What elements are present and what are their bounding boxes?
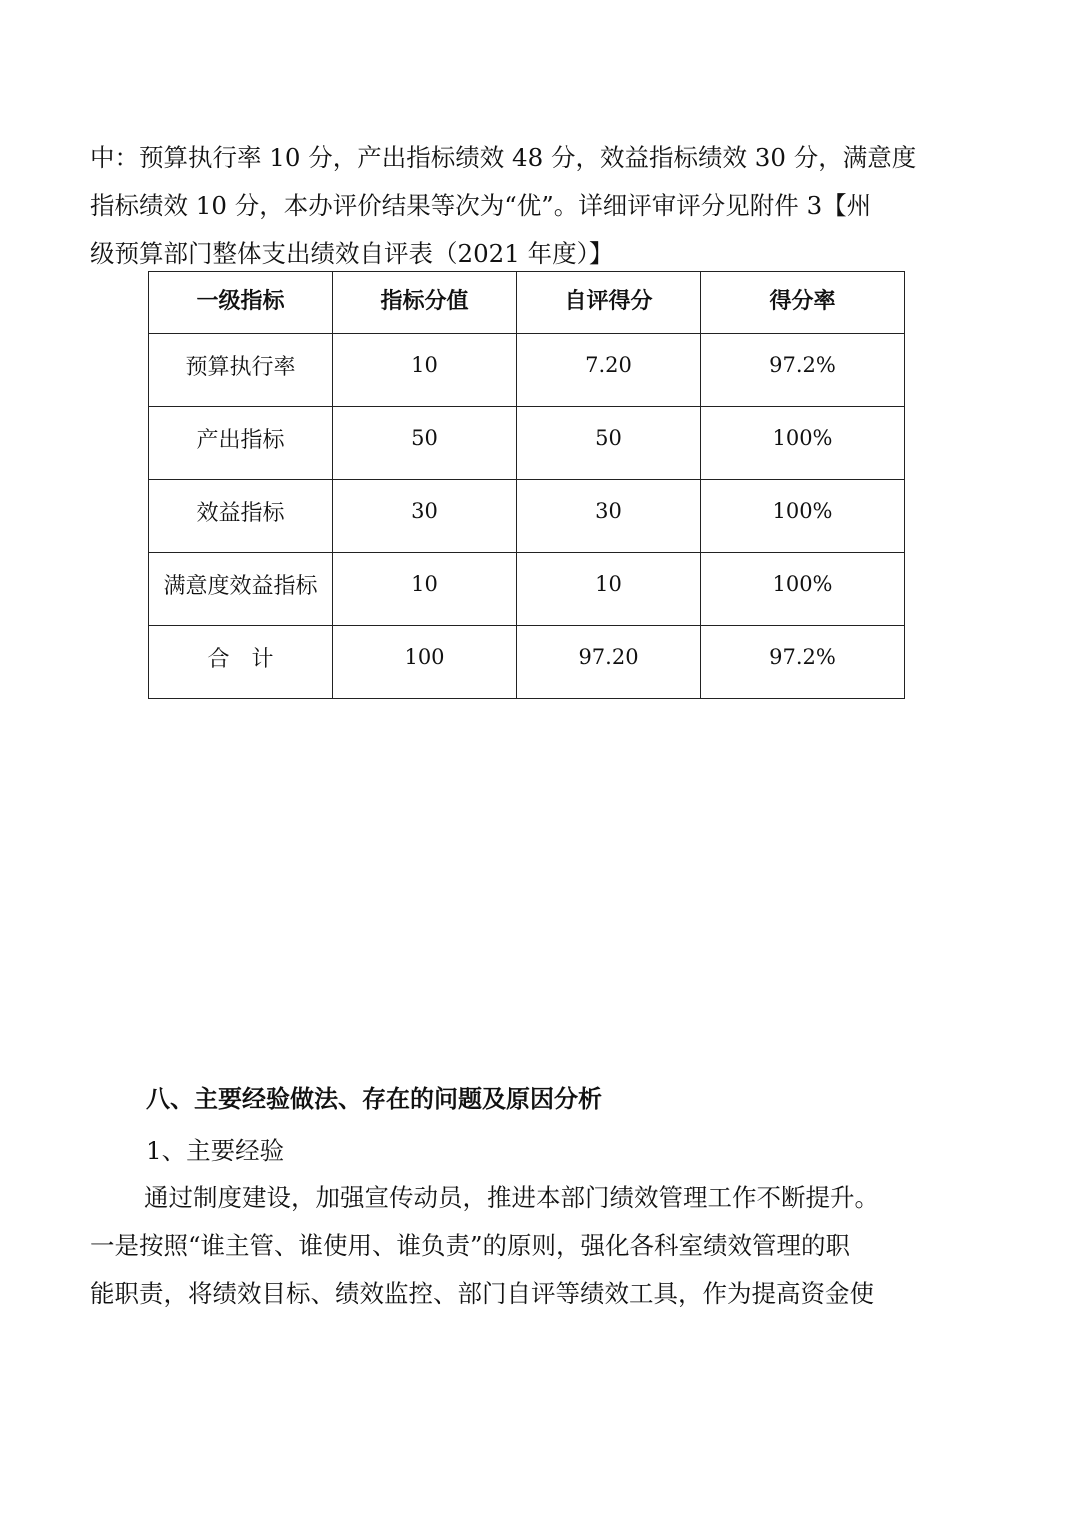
score-value-cell: 10 (333, 553, 517, 626)
score-table (148, 271, 905, 699)
indicator-name-cell: 预算执行率 (149, 334, 333, 407)
score-rate-cell: 97.2% (701, 626, 905, 699)
section-heading: 八、主要经验做法、存在的问题及原因分析 (146, 1085, 602, 1113)
self-score-cell: 7.20 (517, 334, 701, 407)
score-rate-cell: 97.2% (701, 334, 905, 407)
body-line: 能职责，将绩效目标、绩效监控、部门自评等绩效工具，作为提高资金使 (90, 1279, 874, 1308)
intro-line: 级预算部门整体支出绩效自评表（2021 年度）】 (90, 239, 614, 268)
self-score-cell: 10 (517, 553, 701, 626)
indicator-name-cell: 产出指标 (149, 407, 333, 480)
table-header-row (149, 272, 905, 334)
subsection-heading: 1、主要经验 (146, 1136, 285, 1165)
body-line: 通过制度建设，加强宣传动员，推进本部门绩效管理工作不断提升。 (144, 1183, 879, 1212)
indicator-name-cell: 效益指标 (149, 480, 333, 553)
column-header: 指标分值 (333, 272, 517, 334)
score-value-cell: 100 (333, 626, 517, 699)
score-value-cell: 50 (333, 407, 517, 480)
column-header: 自评得分 (517, 272, 701, 334)
table-row (149, 553, 905, 626)
table-row (149, 334, 905, 407)
self-score-cell: 50 (517, 407, 701, 480)
intro-line: 指标绩效 10 分，本办评价结果等次为“优”。详细评审评分见附件 3【州 (90, 191, 872, 220)
intro-paragraph (90, 134, 970, 278)
score-rate-cell: 100% (701, 480, 905, 553)
column-header: 一级指标 (149, 272, 333, 334)
table-row (149, 480, 905, 553)
intro-line: 中：预算执行率 10 分，产出指标绩效 48 分，效益指标绩效 30 分，满意度 (90, 143, 917, 172)
score-value-cell: 30 (333, 480, 517, 553)
score-value-cell: 10 (333, 334, 517, 407)
table-total-row (149, 626, 905, 699)
score-rate-cell: 100% (701, 553, 905, 626)
body-paragraph (90, 1174, 970, 1318)
body-line: 一是按照“谁主管、谁使用、谁负责”的原则，强化各科室绩效管理的职 (90, 1231, 851, 1260)
indicator-name-cell: 满意度效益指标 (149, 553, 333, 626)
score-rate-cell: 100% (701, 407, 905, 480)
self-score-cell: 30 (517, 480, 701, 553)
self-score-cell: 97.20 (517, 626, 701, 699)
total-label-cell: 合 计 (149, 626, 333, 699)
table-row (149, 407, 905, 480)
column-header: 得分率 (701, 272, 905, 334)
